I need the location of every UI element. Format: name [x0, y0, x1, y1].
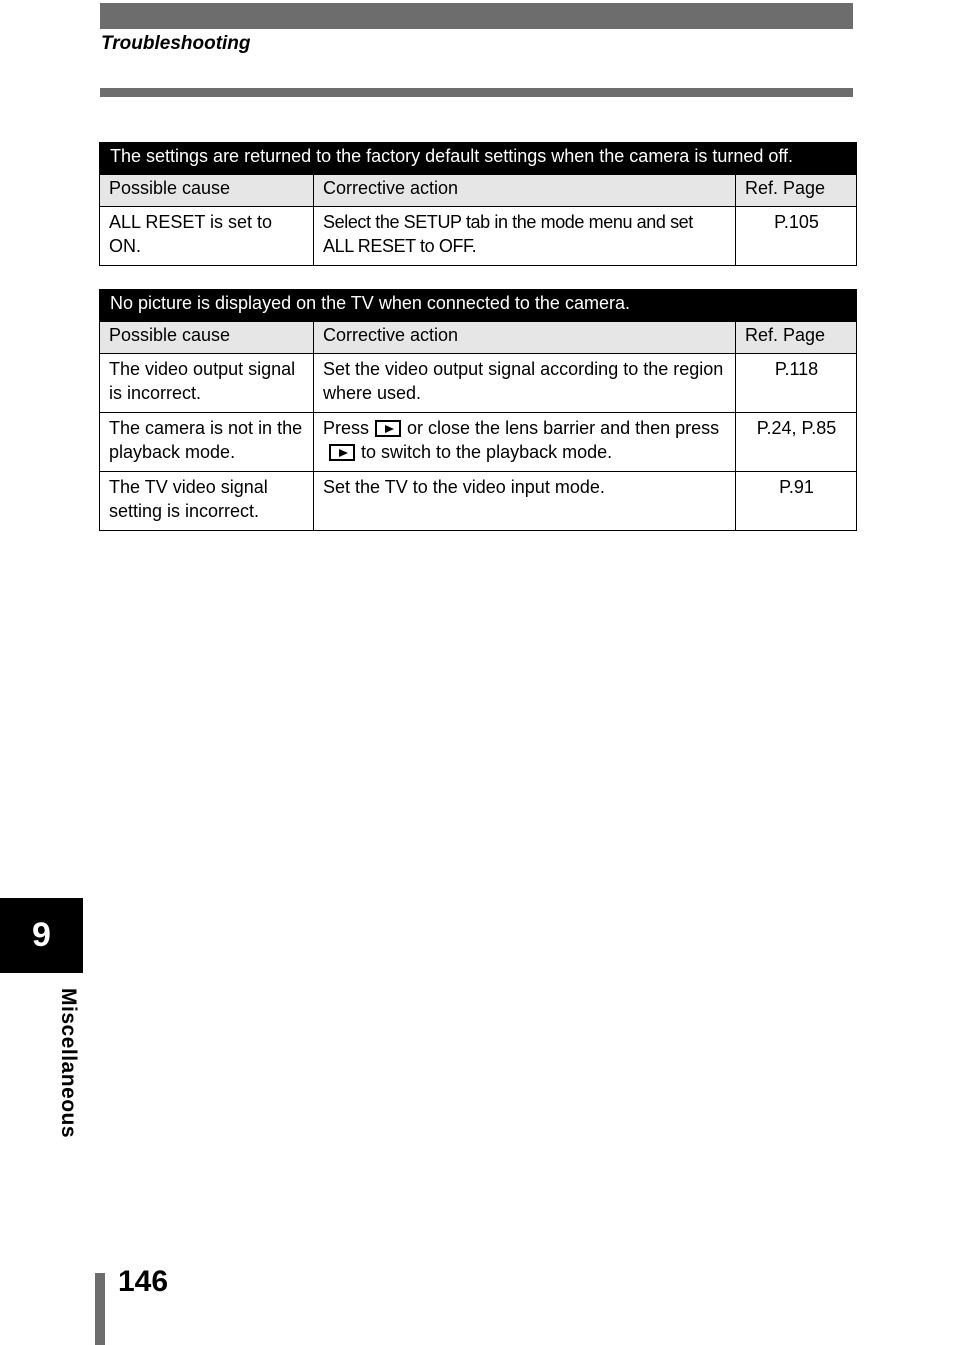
page-number: 146 [118, 1265, 169, 1298]
ref-page-cell: P.91 [736, 472, 857, 531]
page-number-marker [95, 1273, 105, 1345]
header-rule [100, 88, 853, 97]
table-title: The settings are returned to the factory default settings when the camera is turned off. [100, 143, 857, 175]
action-text: Press [323, 418, 370, 438]
table-row [100, 207, 857, 266]
chapter-label: Miscellaneous [57, 988, 80, 1139]
playback-button-icon [375, 420, 401, 437]
cause-cell: The video output signal is incorrect. [100, 354, 314, 413]
table-title: No picture is displayed on the TV when connected to the camera. [100, 290, 857, 322]
action-text: or close the lens barrier and then press [407, 418, 720, 438]
column-header-action: Corrective action [314, 322, 736, 354]
column-header-cause: Possible cause [100, 322, 314, 354]
cause-cell: ALL RESET is set to ON. [100, 207, 314, 266]
table-row [100, 354, 857, 413]
cause-cell: The TV video signal setting is incorrect. [100, 472, 314, 531]
header-bar [100, 3, 853, 29]
column-header-cause: Possible cause [100, 175, 314, 207]
action-text: to switch to the playback mode. [361, 442, 613, 462]
cause-cell: The camera is not in the playback mode. [100, 413, 314, 472]
chapter-tab: 9 [0, 898, 83, 973]
table-row [100, 413, 857, 472]
action-cell: Set the video output signal according to the region where used. [314, 354, 736, 413]
action-cell: Set the TV to the video input mode. [314, 472, 736, 531]
troubleshooting-table-tv-display [99, 289, 857, 531]
troubleshooting-table-factory-reset [99, 142, 857, 266]
table-row [100, 472, 857, 531]
column-header-ref: Ref. Page [736, 175, 857, 207]
column-header-ref: Ref. Page [736, 322, 857, 354]
action-cell: Select the SETUP tab in the mode menu and set ALL RESET to OFF. [314, 207, 736, 266]
section-title: Troubleshooting [101, 33, 251, 54]
action-cell [314, 413, 736, 472]
ref-page-cell: P.24, P.85 [736, 413, 857, 472]
ref-page-cell: P.118 [736, 354, 857, 413]
playback-button-icon [329, 444, 355, 461]
column-header-action: Corrective action [314, 175, 736, 207]
ref-page-cell: P.105 [736, 207, 857, 266]
